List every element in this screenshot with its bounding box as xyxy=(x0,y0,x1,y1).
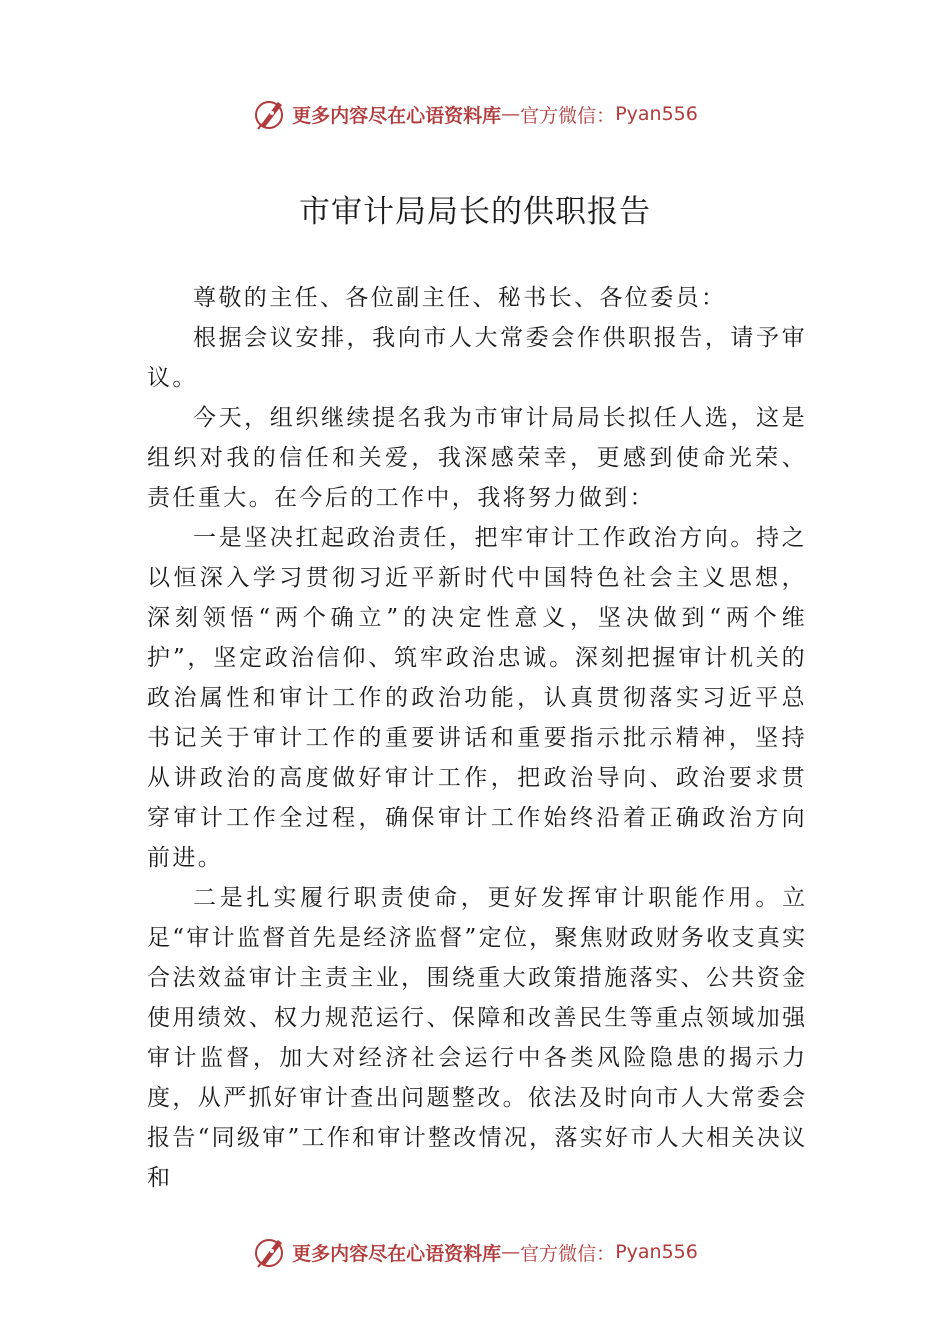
watermark-brand: 更多内容尽在心语资料库 xyxy=(292,1242,502,1265)
watermark-banner-bottom xyxy=(0,1232,950,1272)
quill-pen-seal-icon xyxy=(252,96,288,132)
point-two-paragraph: 二是扎实履行职责使命，更好发挥审计职能作用。立足“审计监督首先是经济监督”定位，聚焦财政财务收支真实合法效益审计主责主业，围绕重大政策措施落实、公共资金使用绩效、权力规范运行、保障和改善民生等重点领域加强审计监督，加大对经济社会运行中各类风险隐患的揭示力度，从严抓好审计查出问题整改。依法及时向市人大常委会报告“同级审”工作和审计整改情况，落实好市人大相关决议和 xyxy=(147,885,807,1191)
watermark-account-id: Pyan556 xyxy=(615,1241,698,1263)
nomination-paragraph: 今天，组织继续提名我为市审计局局长拟任人选，这是组织对我的信任和关爱，我深感荣幸，更感到使命光荣、责任重大。在今后的工作中，我将努力做到： xyxy=(147,405,807,511)
watermark-dash: — xyxy=(501,103,521,125)
watermark-account-label: 官方微信： xyxy=(520,104,616,127)
watermark-account-id: Pyan556 xyxy=(615,103,698,125)
watermark-dash: — xyxy=(501,1241,521,1263)
salutation-paragraph: 尊敬的主任、各位副主任、秘书长、各位委员： xyxy=(193,285,727,311)
watermark-banner-top xyxy=(0,94,950,134)
document-title: 市审计局局长的供职报告 xyxy=(299,194,651,230)
quill-pen-seal-icon xyxy=(252,1234,288,1270)
opening-paragraph: 根据会议安排，我向市人大常委会作供职报告，请予审议。 xyxy=(147,325,807,391)
watermark-brand: 更多内容尽在心语资料库 xyxy=(292,104,502,127)
document-body xyxy=(147,278,807,1198)
point-one-paragraph: 一是坚决扛起政治责任，把牢审计工作政治方向。持之以恒深入学习贯彻习近平新时代中国特色社会主义思想，深刻领悟“两个确立”的决定性意义，坚决做到“两个维护”，坚定政治信仰、筑牢政治忠诚。深刻把握审计机关的政治属性和审计工作的政治功能，认真贯彻落实习近平总书记关于审计工作的重要讲话和重要指示批示精神，坚持从讲政治的高度做好审计工作，把政治导向、政治要求贯穿审计工作全过程，确保审计工作始终沿着正确政治方向前进。 xyxy=(147,525,807,871)
watermark-account-label: 官方微信： xyxy=(520,1242,616,1265)
